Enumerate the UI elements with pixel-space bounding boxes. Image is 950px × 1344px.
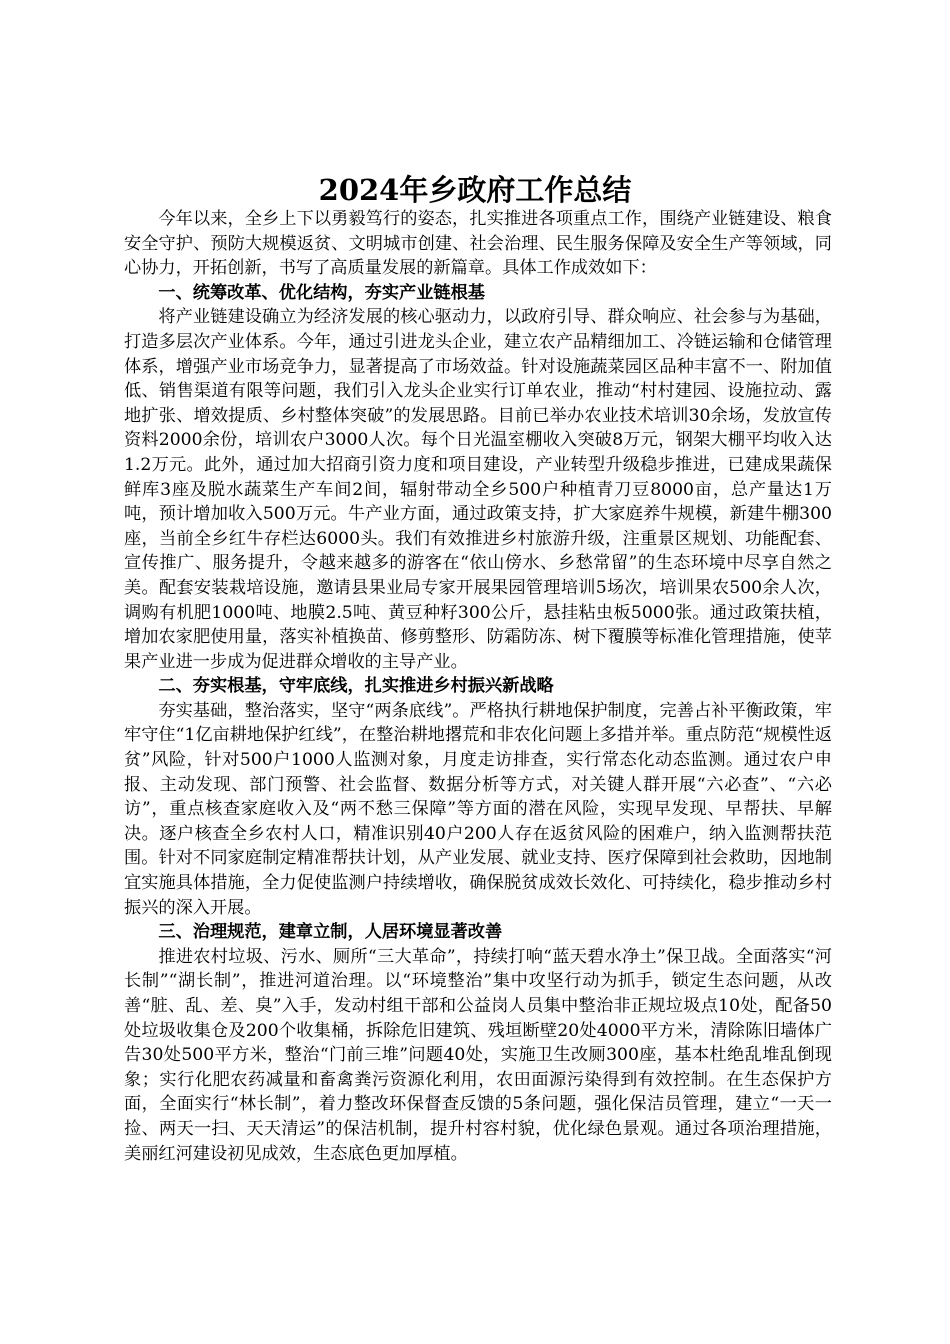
section-heading-1: 一、统筹改革、优化结构，夯实产业链根基 [158, 282, 485, 303]
section-body-1: 将产业链建设确立为经济发展的核心驱动力，以政府引导、群众响应、社会参与为基础，打造多层次产业体系。今年，通过引进龙头企业，建立农产品精细加工、冷链运输和仓储管理体系，增强产业市场竞争力，显著提高了市场效益。针对设施蔬菜园区品种丰富不一、附加值低、销售渠道有限等问题，我们引入龙头企业实行订单农业，推动“村村建园、设施拉动、露地扩张、增效提质、乡村整体突破”的发展思路。目前已举办农业技术培训30余场，发放宣传资料2000余份，培训农户3000人次。每个日光温室棚收入突破8万元，钢架大棚平均收入达1.2万元。此外，通过加大招商引资力度和项目建设，产业转型升级稳步推进，已建成果蔬保鲜库3座及脱水蔬菜生产车间2间，辐射带动全乡500户种植青刀豆8000亩，总产量达1万吨，预计增加收入500万元。牛产业方面，通过政策支持，扩大家庭养牛规模，新建牛棚300座，当前全乡红牛存栏达6000头。我们有效推进乡村旅游升级，注重景区规划、功能配套、宣传推广、服务提升，令越来越多的游客在“依山傍水、乡愁常留”的生态环境中尽享自然之美。配套安装栽培设施，邀请县果业局专家开展果园管理培训5场次，培训果农500余人次，调购有机肥1000吨、地膜2.5吨、黄豆种籽300公斤，悬挂粘虫板5000张。通过政策扶植，增加农家肥使用量，落实补植换苗、修剪整形、防霜防冻、树下覆膜等标准化管理措施，使苹果产业进一步成为促进群众增收的主导产业。 [124, 307, 832, 672]
document-title: 2024年乡政府工作总结 [318, 173, 632, 207]
intro-paragraph: 今年以来，全乡上下以勇毅笃行的姿态，扎实推进各项重点工作，围绕产业链建设、粮食安全守护、预防大规模返贫、文明城市创建、社会治理、民生服务保障及安全生产等领域，同心协力，开拓创新，书写了高质量发展的新篇章。具体工作成效如下： [124, 209, 832, 279]
section-body-3: 推进农村垃圾、污水、厕所“三大革命”，持续打响“蓝天碧水净土”保卫战。全面落实“河长制”“湖长制”，推进河道治理。以“环境整治”集中攻坚行动为抓手，锁定生态问题，从改善“脏、乱、差、臭”入手，发动村组干部和公益岗人员集中整治非正规垃圾点10处，配备50处垃圾收集仓及200个收集桶，拆除危旧建筑、残垣断壁20处4000平方米，清除陈旧墙体广告30处500平方米，整治“门前三堆”问题40处，实施卫生改厕300座，基本杜绝乱堆乱倒现象；实行化肥农药减量和畜禽粪污资源化利用，农田面源污染得到有效控制。在生态保护方面，全面实行“林长制”，着力整改环保督查反馈的5条问题，强化保洁员管理，建立“一天一捡、两天一扫、天天清运”的保洁机制，提升村容村貌，优化绿色景观。通过各项治理措施，美丽红河建设初见成效，生态底色更加厚植。 [124, 946, 832, 1164]
section-body-2: 夯实基础，整治落实，坚守“两条底线”。严格执行耕地保护制度，完善占补平衡政策，牢牢守住“1亿亩耕地保护红线”，在整治耕地撂荒和非农化问题上多措并举。重点防范“规模性返贫”风险，针对500户1000人监测对象，月度走访排查，实行常态化动态监测。通过农户申报、主动发现、部门预警、社会监督、数据分析等方式，对关键人群开展“六必查”、“六必访”，重点核查家庭收入及“两不愁三保障”等方面的潜在风险，实现早发现、早帮扶、早解决。逐户核查全乡农村人口，精准识别40户200人存在返贫风险的困难户，纳入监测帮扶范围。针对不同家庭制定精准帮扶计划，从产业发展、就业支持、医疗保障到社会救助，因地制宜实施具体措施，全力促使监测户持续增收，确保脱贫成效长效化、可持续化，稳步推动乡村振兴的深入开展。 [124, 700, 832, 918]
document-body [124, 207, 832, 1166]
section-heading-2: 二、夯实根基，守牢底线，扎实推进乡村振兴新战略 [158, 676, 554, 697]
section-heading-3: 三、治理规范，建章立制，人居环境显著改善 [158, 922, 503, 943]
